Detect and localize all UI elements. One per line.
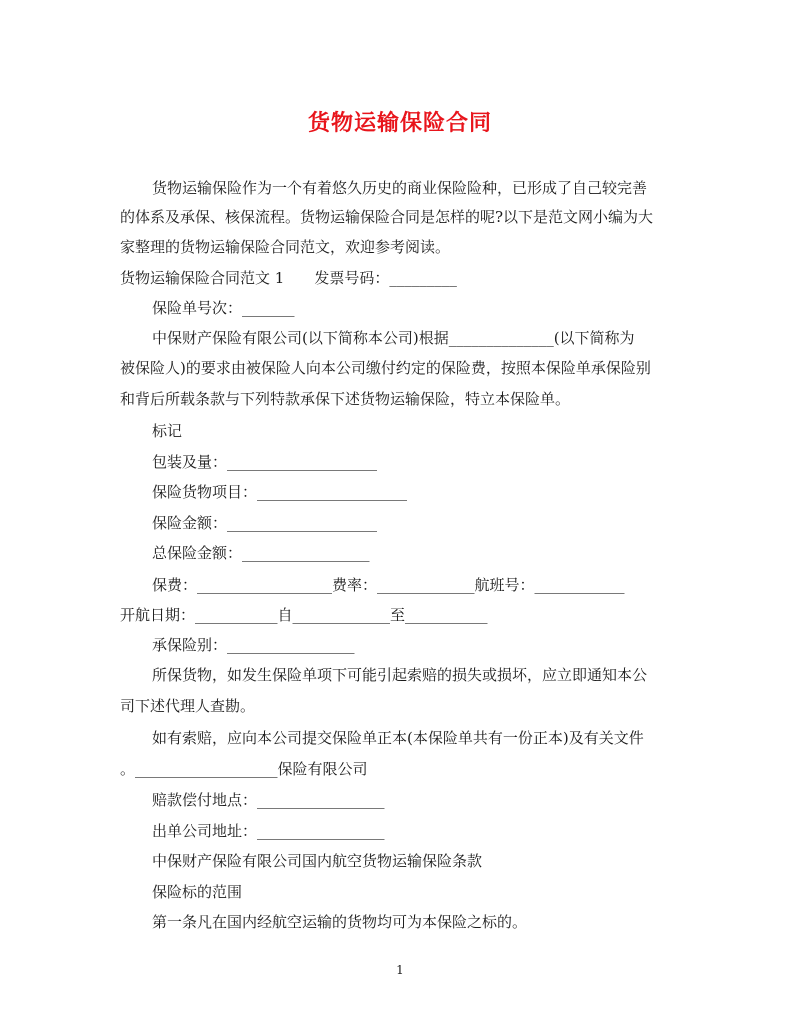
paragraph-line: 。___________________保险有限公司 bbox=[120, 760, 368, 778]
paragraph-line: 总保险金额：_________________ bbox=[152, 544, 370, 562]
paragraph-line: 被保险人)的要求由被保险人向本公司缴付约定的保险费，按照本保险单承保险别 bbox=[120, 359, 651, 377]
paragraph-line: 保险标的范围 bbox=[152, 883, 243, 901]
paragraph-line: 家整理的货物运输保险合同范文，欢迎参考阅读。 bbox=[120, 238, 451, 256]
paragraph-line: 开航日期：___________自_____________至___________ bbox=[120, 606, 488, 624]
paragraph-line: 的体系及承保、核保流程。货物运输保险合同是怎样的呢?以下是范文网小编为大 bbox=[120, 208, 654, 226]
paragraph-line: 包装及量：____________________ bbox=[152, 453, 378, 471]
paragraph-line: 保险货物项目：____________________ bbox=[152, 483, 408, 501]
paragraph-line: 所保货物，如发生保险单项下可能引起索赔的损失或损坏，应立即通知本公 bbox=[152, 666, 648, 684]
paragraph-line: 货物运输保险作为一个有着悠久历史的商业保险险种，已形成了自己较完善 bbox=[152, 179, 648, 197]
paragraph-line: 第一条凡在国内经航空运输的货物均可为本保险之标的。 bbox=[152, 913, 528, 931]
paragraph-line: 出单公司地址：_________________ bbox=[152, 822, 385, 840]
paragraph-line: 司下述代理人查勘。 bbox=[120, 697, 256, 715]
paragraph-line: 和背后所载条款与下列特款承保下述货物运输保险，特立本保险单。 bbox=[120, 390, 571, 408]
paragraph-line: 保费：__________________费率：_____________航班号：____________ bbox=[152, 576, 625, 594]
paragraph-line: 标记 bbox=[152, 422, 183, 440]
document-title: 货物运输保险合同 bbox=[307, 110, 492, 136]
paragraph-line: 中保财产保险有限公司(以下简称本公司)根据______________(以下简称为 bbox=[152, 329, 635, 347]
paragraph-line: 赔款偿付地点：_________________ bbox=[152, 791, 385, 809]
paragraph-line: 中保财产保险有限公司国内航空货物运输保险条款 bbox=[152, 852, 483, 870]
page-number: 1 bbox=[396, 963, 404, 977]
paragraph-line: 如有索赔，应向本公司提交保险单正本(本保险单共有一份正本)及有关文件 bbox=[152, 729, 644, 747]
paragraph-line: 货物运输保险合同范文 1 发票号码：_________ bbox=[120, 269, 457, 287]
paragraph-line: 保险金额：____________________ bbox=[152, 514, 378, 532]
paragraph-line: 承保险别：_________________ bbox=[152, 636, 355, 654]
paragraph-line: 保险单号次：_______ bbox=[152, 299, 295, 317]
